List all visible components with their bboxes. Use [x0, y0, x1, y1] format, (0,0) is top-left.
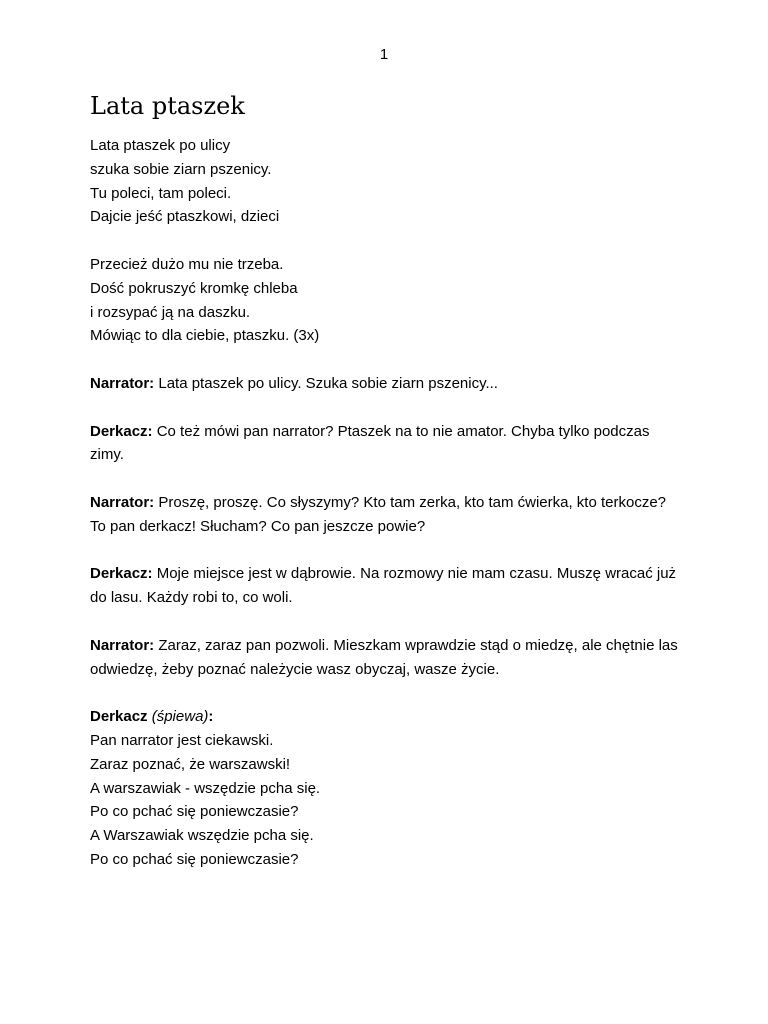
verse-line: Zaraz poznać, że warszawski!: [90, 755, 291, 773]
page-number: 1: [379, 46, 389, 63]
speaker-name: Derkacz:: [90, 565, 153, 583]
speaker-name: Narrator:: [90, 374, 155, 392]
dialogue-text: Moje miejsce jest w dąbrowie. Na rozmowy nie mam czasu. Muszę wracać już do lasu. Każdy robi to, co woli.: [90, 565, 677, 607]
dialogue-paragraph: [90, 562, 680, 610]
stanza-line: Tu poleci, tam poleci.: [90, 184, 232, 202]
speaker-name: Derkacz: [90, 708, 148, 726]
verse-line: Po co pchać się poniewczasie?: [90, 803, 299, 821]
stanza-line: Mówiąc to dla ciebie, ptaszku. (3x): [90, 327, 320, 345]
stage-direction: (śpiewa): [151, 708, 209, 726]
stanza-line: Lata ptaszek po ulicy: [90, 137, 231, 154]
stanza-line: Przecież dużo mu nie trzeba.: [90, 255, 284, 273]
dialogue-paragraph: [90, 491, 680, 539]
dialogue-text: Co też mówi pan narrator? Ptaszek na to nie amator. Chyba tylko podczas zimy.: [90, 422, 650, 464]
dialogue-text: Lata ptaszek po ulicy. Szuka sobie ziarn pszenicy...: [154, 374, 498, 392]
stanza-line: i rozsypać ją na daszku.: [90, 303, 251, 321]
page-title: Lata ptaszek: [90, 92, 245, 120]
song-stanza-1: [90, 134, 680, 229]
dialogue-paragraph: [90, 372, 680, 396]
document-body: [90, 90, 680, 896]
song-stanza-2: [90, 253, 680, 348]
dialogue-text: Proszę, proszę. Co słyszymy? Kto tam zerka, kto tam ćwierka, kto terkocze? To pan derkacz! Słucham? Co pan jeszcze powie?: [90, 493, 667, 535]
speaker-name: Narrator:: [90, 493, 155, 511]
dialogue-text: Zaraz, zaraz pan pozwoli. Mieszkam wprawdzie stąd o miedzę, ale chętnie las odwiedzę, żeby poznać należycie wasz obyczaj, wasze życie.: [90, 636, 678, 678]
speaker-name: Derkacz:: [90, 422, 153, 440]
stanza-line: Dość pokruszyć kromkę chleba: [90, 279, 298, 297]
dialogue-paragraph: [90, 634, 680, 682]
song-heading: [90, 705, 680, 729]
dialogue-paragraph: [90, 420, 680, 468]
verse-line: Pan narrator jest ciekawski.: [90, 731, 274, 749]
stanza-line: szuka sobie ziarn pszenicy.: [90, 160, 272, 178]
verse-line: A Warszawiak wszędzie pcha się.: [90, 827, 314, 845]
stanza-line: Dajcie jeść ptaszkowi, dzieci: [90, 208, 280, 226]
speaker-colon: :: [208, 708, 214, 726]
verse-line: Po co pchać się poniewczasie?: [90, 850, 299, 868]
verse-line: A warszawiak - wszędzie pcha się.: [90, 779, 321, 797]
sung-verse: [90, 705, 680, 872]
speaker-name: Narrator:: [90, 636, 155, 654]
